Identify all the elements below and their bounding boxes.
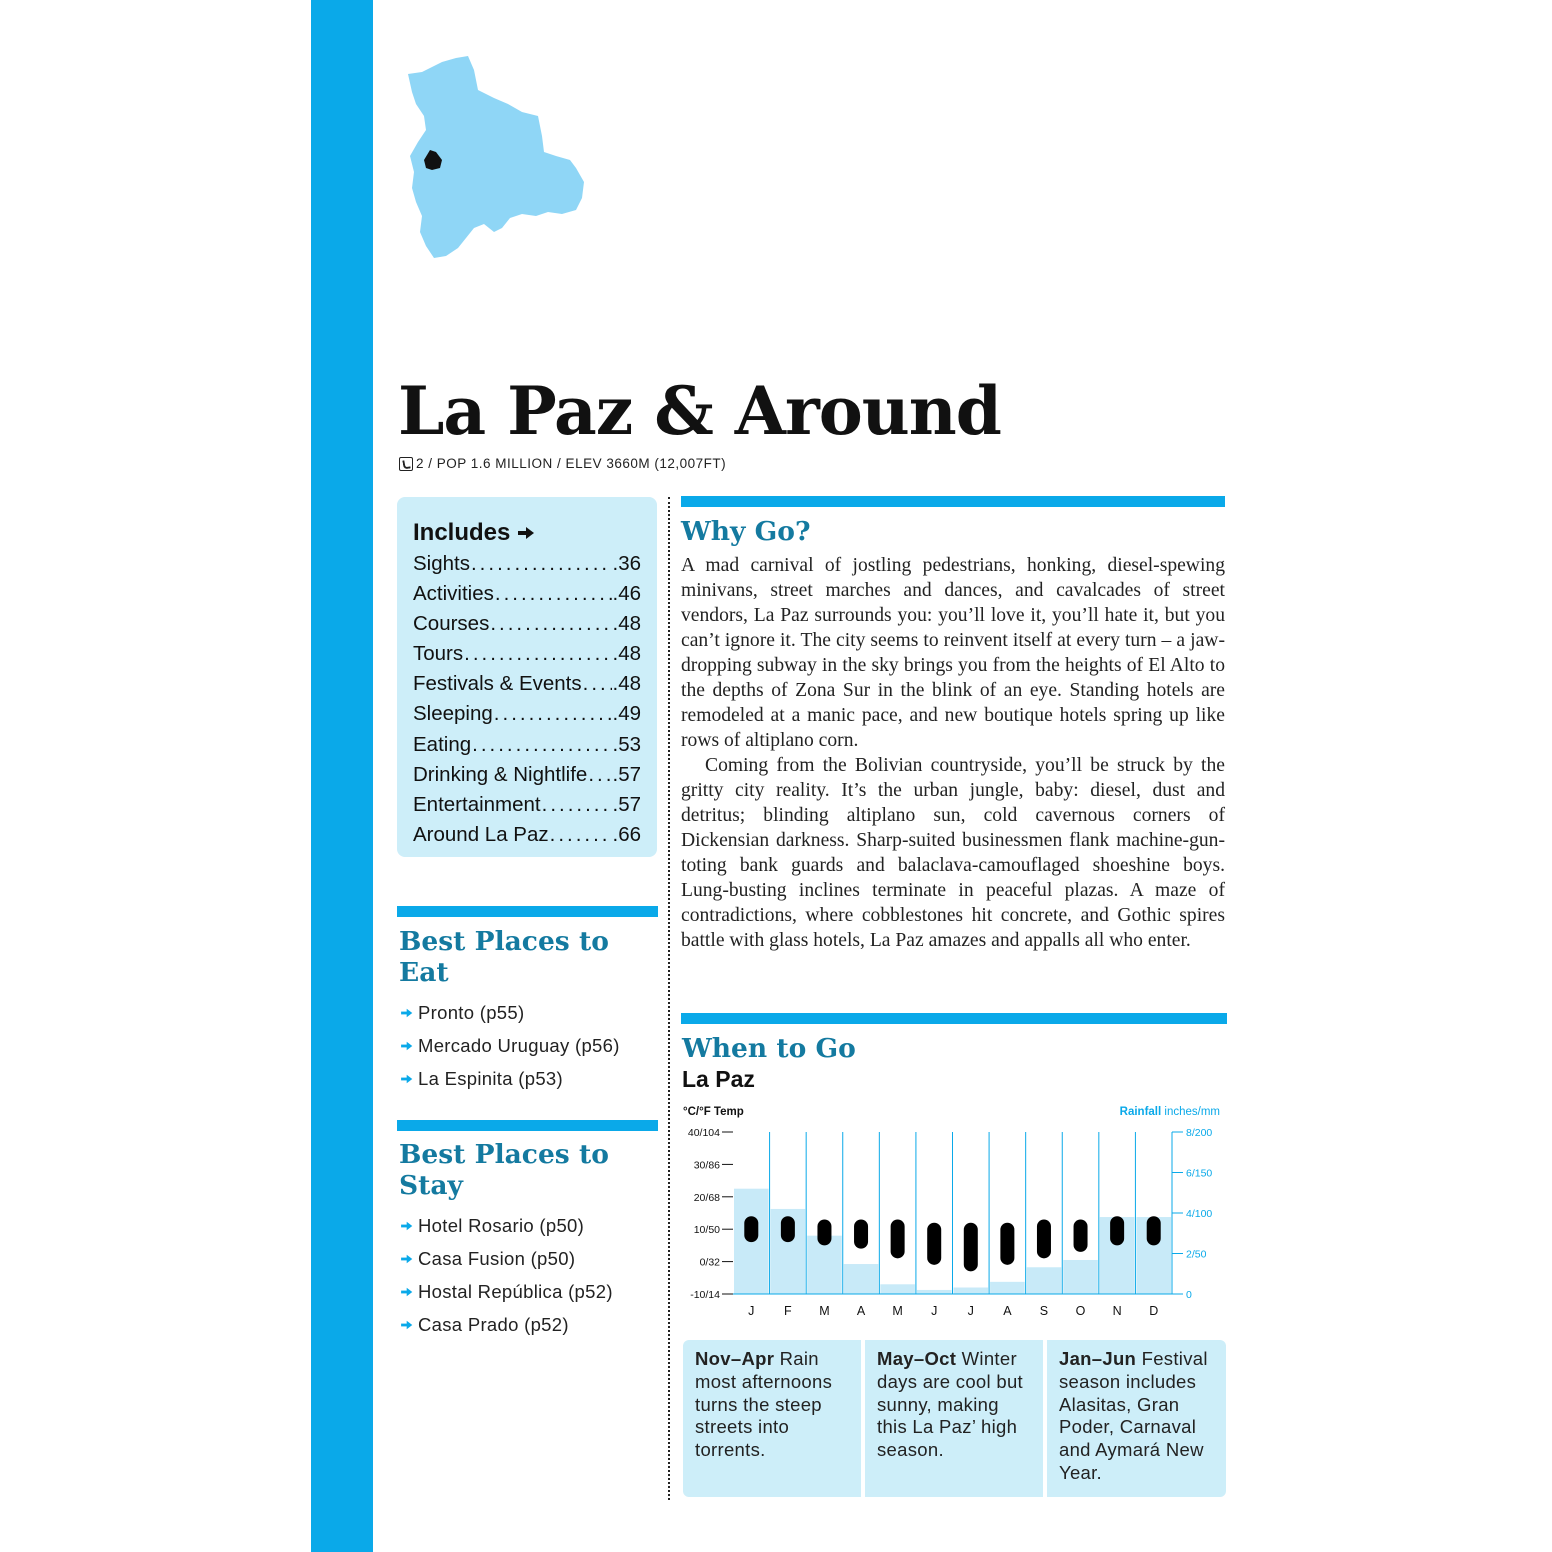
season-box-3 <box>1047 1340 1226 1497</box>
rainfall-bar <box>954 1288 989 1294</box>
includes-item-label: Courses <box>413 612 490 636</box>
best-place-label: Hotel Rosario (p50) <box>418 1215 585 1236</box>
temp-axis-title: °C/°F Temp <box>683 1106 744 1118</box>
includes-item <box>413 639 641 669</box>
rainfall-bar <box>1063 1260 1098 1294</box>
rain-tick-label: 2/50 <box>1186 1248 1207 1261</box>
month-label: D <box>1149 1304 1159 1318</box>
includes-item <box>413 549 641 579</box>
page-title: La Paz & Around <box>398 372 1001 450</box>
includes-item <box>413 699 641 729</box>
dot-leader <box>490 609 611 639</box>
season-text: Winter days are cool but sunny, making this La Paz’ high season. <box>877 1348 1023 1461</box>
rain-tick-label: 0 <box>1186 1289 1192 1301</box>
best-place-item <box>399 1242 613 1275</box>
arrow-right-icon <box>401 1221 411 1229</box>
best-place-item <box>399 1029 620 1062</box>
includes-item-page: .48 <box>612 642 641 666</box>
temp-range-bar <box>1000 1223 1014 1265</box>
best-eat-heading: Best Places to Eat <box>399 926 609 988</box>
season-period: Nov–Apr <box>695 1348 775 1369</box>
month-label: J <box>967 1304 974 1318</box>
temp-range-bar <box>1147 1216 1161 1245</box>
includes-item <box>413 820 641 850</box>
why-go-heading: Why Go? <box>681 516 811 547</box>
season-text: Rain most afternoons turns the steep streets into torrents. <box>695 1348 833 1461</box>
temp-range-bar <box>1074 1219 1088 1251</box>
best-place-item <box>399 1062 620 1095</box>
best-place-label: Mercado Uruguay (p56) <box>418 1035 620 1056</box>
temp-tick-label: -10/14 <box>690 1289 720 1301</box>
includes-item-label: Entertainment <box>413 792 541 816</box>
month-label: A <box>1003 1304 1012 1318</box>
includes-item-label: Drinking & Nightlife <box>413 762 588 786</box>
includes-item-page: .48 <box>612 672 641 696</box>
temp-tick-label: 20/68 <box>693 1191 720 1204</box>
dot-leader <box>495 579 612 609</box>
dot-leader <box>542 790 612 820</box>
temp-range-bar <box>744 1216 758 1242</box>
includes-item-label: Eating <box>413 732 472 756</box>
stats-text: 2 / POP 1.6 MILLION / ELEV 3660M (12,007FT) <box>416 456 727 471</box>
rainfall-bar <box>917 1290 952 1294</box>
month-label: N <box>1112 1304 1122 1318</box>
includes-item-label: Around La Paz <box>413 822 549 846</box>
arrow-right-icon <box>401 1041 411 1049</box>
includes-item-label: Activities <box>413 582 494 606</box>
includes-item-page: .46 <box>612 582 641 606</box>
includes-item-label: Sights <box>413 552 470 575</box>
temp-range-bar <box>1110 1216 1124 1245</box>
dot-leader <box>471 549 612 579</box>
season-box-2 <box>865 1340 1043 1497</box>
arrow-right-icon <box>401 1287 411 1295</box>
temp-range-bar <box>1037 1219 1051 1258</box>
arrow-right-icon <box>518 527 534 539</box>
best-stay-heading: Best Places to Stay <box>399 1139 609 1201</box>
season-box-1 <box>683 1340 861 1497</box>
best-stay-list <box>399 1209 613 1341</box>
stats-line <box>399 456 726 471</box>
best-place-item <box>399 1275 613 1308</box>
includes-item-page: .57 <box>612 762 641 786</box>
rain-axis-title: Rainfall inches/mm <box>1119 1106 1220 1118</box>
includes-heading-text: Includes <box>413 519 511 546</box>
bolivia-locator-map <box>404 52 590 262</box>
best-place-label: Pronto (p55) <box>418 1002 525 1023</box>
best-place-item <box>399 1308 613 1341</box>
arrow-right-icon <box>401 1074 411 1082</box>
temp-tick-label: 30/86 <box>693 1159 720 1172</box>
includes-item-page: .49 <box>612 702 641 726</box>
rainfall-bar <box>880 1284 915 1294</box>
includes-item-page: .53 <box>612 732 641 756</box>
arrow-right-icon <box>401 1320 411 1328</box>
month-label: S <box>1039 1304 1049 1318</box>
rainfall-bar <box>1027 1267 1062 1294</box>
month-label: A <box>856 1304 866 1318</box>
includes-item-page: .57 <box>612 792 641 816</box>
includes-item-label: Tours <box>413 642 464 666</box>
arrow-right-icon <box>401 1008 411 1016</box>
chart-city-label: La Paz <box>682 1066 755 1092</box>
why-go-paragraph: Coming from the Bolivian countryside, you’ll be struck by the gritty city reality. It’s the urban jungle, baby: diesel, dust and detritus; blinding altiplano sun, cold cavernous corners of Dickensian darkness. Sharp-suited businessmen flank machine-gun-toting bank guards and balaclava-camouflaged shoeshine boys. Lung-busting inclines terminate in peaceful plazas. A maze of contradictions, where cobblestones hit concrete, and Gothic spires battle with glass hotels, La Paz amazes and appalls all who enter. <box>681 755 1225 951</box>
best-place-item <box>399 1209 613 1242</box>
column-divider <box>668 497 670 1500</box>
season-period: May–Oct <box>877 1348 957 1369</box>
month-label: J <box>931 1304 938 1318</box>
rain-tick-label: 6/150 <box>1186 1167 1213 1180</box>
temp-range-bar <box>891 1219 905 1258</box>
when-to-go-heading: When to Go <box>682 1033 856 1064</box>
month-label: M <box>819 1304 830 1318</box>
includes-item <box>413 609 641 639</box>
temp-range-bar <box>817 1219 831 1245</box>
includes-item-page: .36 <box>612 552 641 575</box>
dot-leader <box>464 639 611 669</box>
includes-item <box>413 669 641 699</box>
includes-item <box>413 730 641 760</box>
temp-tick-label: 10/50 <box>693 1224 720 1237</box>
dot-leader <box>472 730 611 760</box>
rainfall-bar <box>844 1264 879 1294</box>
best-eat-list <box>399 996 620 1095</box>
why-go-body <box>681 553 1225 953</box>
includes-item-label: Festivals & Events <box>413 672 582 696</box>
best-place-label: La Espinita (p53) <box>418 1068 563 1089</box>
best-place-label: Hostal República (p52) <box>418 1281 613 1302</box>
when-to-go-bar <box>681 1013 1227 1024</box>
dot-leader <box>583 669 612 699</box>
phone-icon <box>399 457 413 471</box>
temp-range-bar <box>927 1223 941 1265</box>
climate-chart <box>680 1100 1226 1325</box>
temp-tick-label: 0/32 <box>699 1256 720 1269</box>
includes-item-page: .66 <box>612 822 641 846</box>
includes-item <box>413 760 641 790</box>
rain-tick-label: 4/100 <box>1186 1208 1213 1220</box>
best-stay-bar <box>397 1120 658 1131</box>
best-eat-bar <box>397 906 658 917</box>
dot-leader <box>550 820 612 850</box>
includes-item-label: Sleeping <box>413 702 493 726</box>
season-period: Jan–Jun <box>1059 1348 1137 1369</box>
sidebar-stripe <box>311 0 373 1552</box>
arrow-right-icon <box>401 1254 411 1262</box>
temp-range-bar <box>781 1216 795 1242</box>
best-place-label: Casa Fusion (p50) <box>418 1248 576 1269</box>
includes-item-page: .48 <box>612 612 641 636</box>
includes-box <box>397 497 657 857</box>
dot-leader <box>588 760 611 790</box>
temp-range-bar <box>854 1219 868 1248</box>
why-go-paragraph: A mad carnival of jostling pedestrians, honking, diesel-spewing minivans, street marches and dances, and cavalcades of street vendors, La Paz surrounds you: you’ll love it, you’ll hate it, but you can’t ignore it. The city seems to reinvent itself at every turn – a jaw-dropping subway in the sky brings you from the heights of El Alto to the depths of Zona Sur in the blink of an eye. Standing hotels are remodeled at a manic pace, and new boutique hotels spring up like rows of altiplano corn. <box>681 555 1225 751</box>
rain-tick-label: 8/200 <box>1186 1127 1213 1139</box>
temp-tick-label: 40/104 <box>687 1127 720 1139</box>
best-place-item <box>399 996 620 1029</box>
temp-range-bar <box>964 1223 978 1272</box>
rainfall-bar <box>990 1282 1025 1294</box>
why-go-bar <box>681 496 1225 507</box>
dot-leader <box>494 699 612 729</box>
month-label: J <box>748 1304 755 1318</box>
month-label: F <box>784 1304 792 1318</box>
includes-item <box>413 790 641 820</box>
best-place-label: Casa Prado (p52) <box>418 1314 569 1335</box>
season-text: Festival season includes Alasitas, Gran Poder, Carnaval and Aymará New Year. <box>1059 1348 1208 1483</box>
month-label: M <box>892 1304 903 1318</box>
includes-list <box>413 549 641 850</box>
includes-heading <box>413 519 641 547</box>
includes-item <box>413 579 641 609</box>
month-label: O <box>1075 1304 1086 1318</box>
